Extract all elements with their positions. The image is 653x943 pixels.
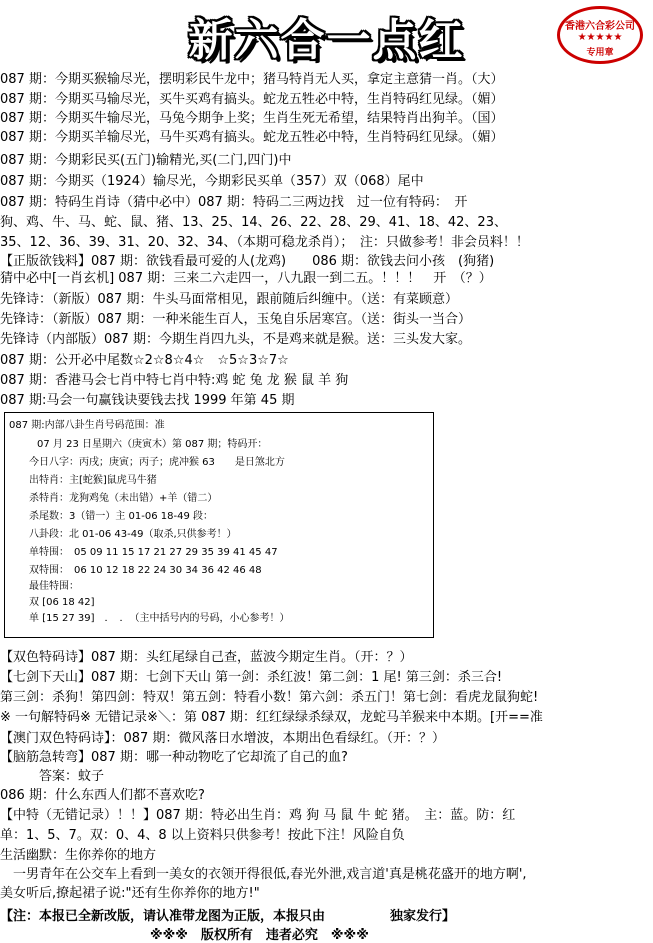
box-line: 双特围： 06 10 12 18 22 24 30 34 36 42 46 48 [29, 565, 262, 576]
bagua-range-box [4, 412, 434, 638]
box-line: 双 [06 18 42] [29, 597, 95, 608]
box-line: 今日八字：丙戌；庚寅；丙子；虎冲猴 63 是日煞北方 [29, 457, 285, 468]
text-line: 087 期：今期买马输尽光，买牛买鸡有搞头。蛇龙五牲必中特，生肖特码红见绿。（媚） [0, 92, 504, 107]
box-line: 单特围： 05 09 11 15 17 21 27 29 35 39 41 45 47 [29, 547, 278, 558]
footer-notice: 【注：本报已全新改版，请认准带龙图为正版，本报只由 独家发行】 [0, 909, 456, 924]
text-line: 【七剑下天山】087 期：七剑下天山 第一剑：杀红波！第二剑：1 尾! 第三剑：杀三合! [0, 670, 503, 685]
seal-stars: ★★★★★ [577, 32, 623, 43]
text-line: 【中特（无错记录）！！】087 期：特必出生肖：鸡 狗 马 鼠 牛 蛇 猪。 主：蓝。防：红 [0, 808, 516, 823]
box-line: 087 期:内部八卦生肖号码范围：准 [9, 420, 165, 431]
text-line: 086 期：什么东西人们都不喜欢吃? [0, 788, 205, 803]
text-line: 【双色特码诗】087 期：头红尾绿自己查，蓝波今期定生肖。（开：？） [0, 650, 413, 665]
box-line: 最佳特围： [29, 581, 79, 592]
box-line: 八卦段：北 01-06 43-49（取杀,只供参考！） [29, 529, 237, 540]
seal-sub-text: 专用章 [586, 48, 614, 58]
text-line: 单：1、5、7。双：0、4、8 以上资料只供参考！按此下注！风险自负 [0, 828, 405, 843]
box-line: 单 [15 27 39] ． ． （主中括号内的号码，小心参考！） [29, 613, 290, 624]
box-line: 出特肖：主[蛇猴]鼠虎马牛猪 [29, 475, 157, 486]
text-line: ※ 一句解特码※ 无错记录※＼：第 087 期：红红绿绿杀绿双，龙蛇马羊猴来中本期。[开==准 [0, 710, 543, 725]
text-line: 猜中必中[一肖玄机] 087 期：三来二六走四一，八九跟一到二五。！！！ 开 （？） [0, 271, 492, 286]
text-line: 美女听后,撩起裙子说:"还有生你养你的地方!" [0, 886, 260, 901]
text-line: 先锋诗：（新版）087 期：一种米能生百人，玉兔自乐居寒宫。（送：街头一当合） [0, 312, 471, 327]
text-line: 087 期：香港马会七肖中特七肖中特:鸡 蛇 兔 龙 猴 鼠 羊 狗 [0, 373, 349, 388]
text-line: 【正版欲钱料】087 期：欲钱看最可爱的人(龙鸡) 086 期：欲钱去问小孩 (狗猪) [0, 254, 495, 269]
text-line: 087 期：今期买牛输尽光，马兔今期争上奖；生肖生死无希望，结果特肖出狗羊。（国） [0, 111, 504, 126]
seal-arc-text: 香港六合彩公司 [565, 21, 635, 32]
text-line: 狗、鸡、牛、马、蛇、鼠、猪、13、25、14、26、22、28、29、41、18、42、23、 [0, 215, 507, 230]
text-line: 第三剑：杀狗！第四剑：特双！第五剑：特看小数！第六剑：杀五门！第七剑：看虎龙鼠狗蛇! [0, 690, 539, 705]
text-line: 087 期：今期买（1924）输尽光，今期彩民买单（357）双（068）尾中 [0, 174, 424, 189]
text-line: 087 期：今期彩民买(五门)输精光,买(二门,四门)中 [0, 153, 292, 168]
text-line: 087 期：特码生肖诗（猜中必中）087 期：特码二三两边找 过一位有特码： 开 [0, 195, 468, 210]
box-line: 07 月 23 日星期六（庚寅木）第 087 期；特码开： [37, 439, 268, 450]
text-line: 【脑筋急转弯】087 期：哪一种动物吃了它却流了自己的血? [0, 750, 348, 765]
text-line: 生活幽默：生你养你的地方 [0, 848, 157, 863]
footer-copyright: ※※※ 版权所有 违者必究 ※※※ [150, 928, 369, 943]
text-line: 先锋诗：（新版）087 期：牛头马面常相见，跟前随后纠缠中。（送：有菜顾意） [0, 292, 458, 307]
text-line: 087 期:马会一句赢钱诀要钱去找 1999 年第 45 期 [0, 393, 295, 408]
box-line: 杀特肖：龙狗鸡兔（未出错）+羊（错二） [29, 493, 218, 504]
text-line: 087 期：今期买羊输尽光，马牛买鸡有搞头。蛇龙五牲必中特，生肖特码红见绿。（媚） [0, 130, 504, 145]
page-title: 新六合一点红 [188, 15, 465, 66]
text-line: 【澳门双色特码诗】：087 期：微风落日水增波，本期出色看绿红。（开：？） [0, 731, 445, 746]
company-seal [557, 6, 643, 64]
text-line: 答案：蚊子 [0, 769, 105, 784]
text-line: 087 期：公开必中尾数☆2☆8☆4☆ ☆5☆3☆7☆ [0, 353, 289, 368]
text-line: 087 期：今期买猴输尽光，摆明彩民牛龙中；猪马特肖无人买，拿定主意猜一肖。（大） [0, 72, 504, 87]
text-line: 一男青年在公交车上看到一美女的衣领开得很低,春光外泄,戏言道'真是桃花盛开的地方啊', [0, 867, 527, 882]
box-line: 杀尾数：3（错一）主 01-06 18-49 段： [29, 511, 214, 522]
text-line: 35、12、36、39、31、20、32、34、（本期可稳龙杀肖）； 注：只做参考！非会员料！！ [0, 235, 529, 250]
text-line: 先锋诗（内部版）087 期：今期生肖四九头，不是鸡来就是猴。送：三头发大家。 [0, 332, 471, 347]
